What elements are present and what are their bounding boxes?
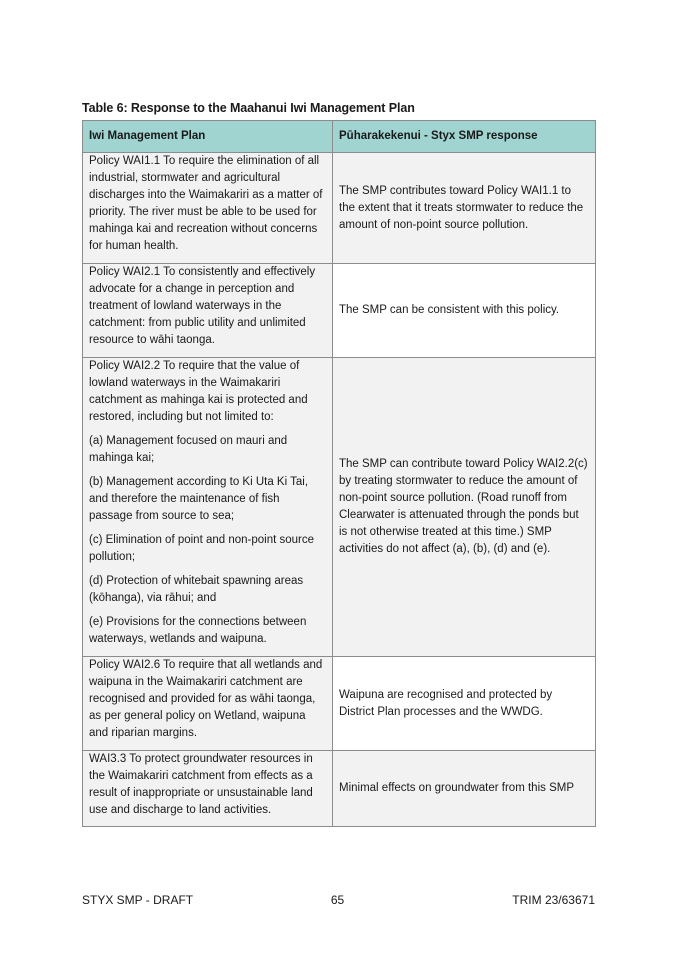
policy-text: Policy WAI2.1 To consistently and effectively advocate for a change in perception and treatment of lowland waterways in the catchment: from public utility and unlimited resource to wāhi taonga.	[89, 266, 316, 346]
policy-clause: (d) Protection of whitebait spawning areas (kōhanga), via rāhui; and	[89, 575, 304, 604]
policy-clause: (c) Elimination of point and non-point source pollution;	[89, 534, 315, 563]
policy-cell	[83, 358, 333, 657]
table-row	[83, 751, 596, 827]
table-caption: Table 6: Response to the Maahanui Iwi Management Plan	[82, 101, 415, 115]
response-cell: The SMP can be consistent with this policy.	[333, 264, 596, 358]
table-row	[83, 358, 596, 657]
footer-page-number: 65	[330, 893, 345, 907]
policy-cell	[83, 751, 333, 827]
table-row	[83, 264, 596, 358]
header-smp-response: Pūharakekenui - Styx SMP response	[333, 121, 596, 153]
table-row	[83, 657, 596, 751]
policy-text: Policy WAI2.2 To require that the value of lowland waterways in the Waimakariri catchment as mahinga kai is protected and restored, including but not limited to:	[89, 360, 308, 423]
policy-clause: (b) Management according to Ki Uta Ki Tai, and therefore the maintenance of fish passage from source to sea;	[89, 476, 309, 522]
footer-document-title: STYX SMP - DRAFT	[82, 893, 194, 907]
table-row	[83, 153, 596, 264]
iwi-response-table	[82, 120, 596, 827]
policy-text: Policy WAI1.1 To require the elimination of all industrial, stormwater and agricultural discharges into the Waimakariri as a matter of priority. The river must be able to be used for mahinga kai and recreation without concerns for human health.	[89, 155, 323, 252]
response-cell: The SMP can contribute toward Policy WAI2.2(c) by treating stormwater to reduce the amount of non-point source pollution. (Road runoff from Clearwater is attenuated through the ponds but is not otherwise treated at this time.) SMP activities do not affect (a), (b), (d) and (e).	[333, 358, 596, 657]
footer-trim-reference: TRIM 23/63671	[512, 893, 595, 907]
policy-cell	[83, 153, 333, 264]
header-iwi-plan: Iwi Management Plan	[83, 121, 333, 153]
policy-clause: (a) Management focused on mauri and mahinga kai;	[89, 435, 288, 464]
policy-cell	[83, 264, 333, 358]
response-cell: The SMP contributes toward Policy WAI1.1 to the extent that it treats stormwater to reduce the amount of non-point source pollution.	[333, 153, 596, 264]
table-header-row	[83, 121, 596, 153]
policy-cell	[83, 657, 333, 751]
response-cell: Waipuna are recognised and protected by District Plan processes and the WWDG.	[333, 657, 596, 751]
policy-text: WAI3.3 To protect groundwater resources in the Waimakariri catchment from effects as a result of inappropriate or unsustainable land use and discharge to land activities.	[89, 753, 313, 816]
response-cell: Minimal effects on groundwater from this SMP	[333, 751, 596, 827]
policy-text: Policy WAI2.6 To require that all wetlands and waipuna in the Waimakariri catchment are recognised and provided for as wāhi taonga, as per general policy on Wetland, waipuna and riparian margins.	[89, 659, 323, 739]
policy-clause: (e) Provisions for the connections between waterways, wetlands and waipuna.	[89, 616, 307, 645]
